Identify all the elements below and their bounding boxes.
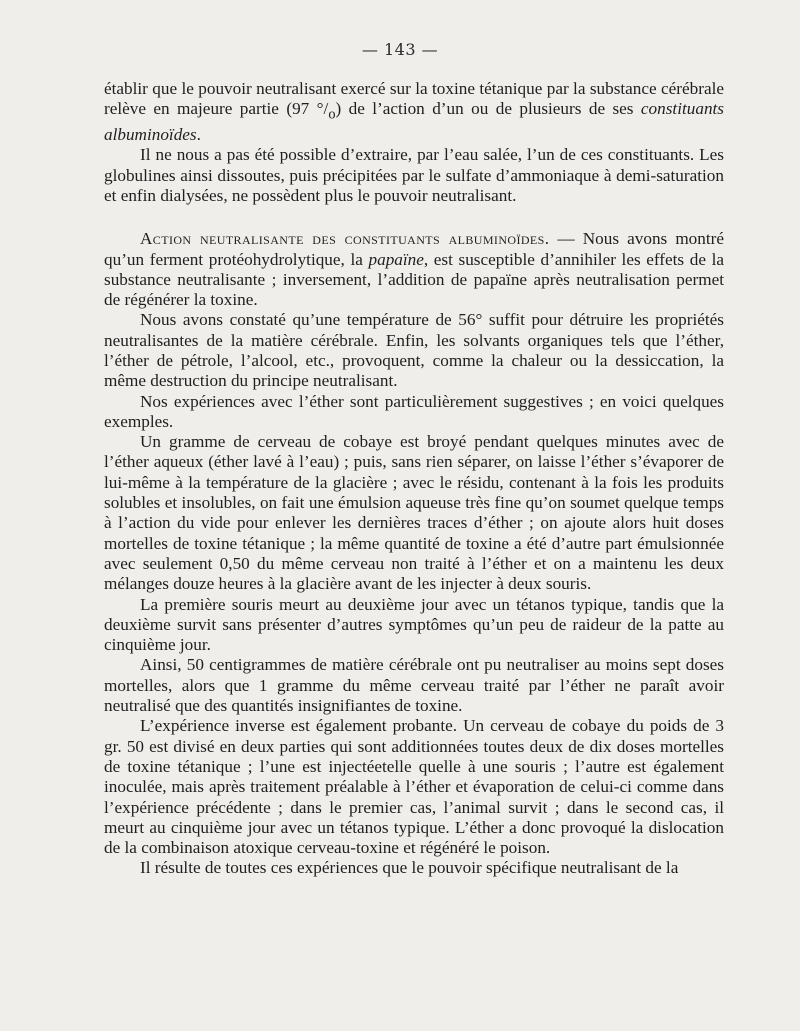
paragraph-7: La première souris meurt au deuxième jour avec un tétanos typique, tandis que la deuxième survit sans présenter d’autres symptômes qu’un peu de raideur de la patte au cinquième jour. bbox=[104, 594, 724, 655]
paragraph-10: Il résulte de toutes ces expériences que le pouvoir spécifique neutralisant de la bbox=[140, 858, 679, 878]
paragraph-1: établir que le pouvoir neutralisant exercé sur la toxine tétanique par la substance cérébrale relève en majeure partie (97 $^\circ/_o$) de l’action d’un ou de plusieurs de ses constituants albuminoïdes. bbox=[104, 79, 724, 145]
paragraph-2: Il ne nous a pas été possible d’extraire, par l’eau salée, l’un de ces constituants. Les globulines ainsi dissoutes, puis précipitées par le sulfate d’ammoniaque à demi-saturation et enfin dialysées, ne possèdent plus le pouvoir neutralisant. bbox=[104, 145, 724, 205]
body-text bbox=[104, 79, 724, 879]
section-heading: Action neutralisante des constituants albuminoïdes. bbox=[140, 229, 550, 249]
paragraph-9: L’expérience inverse est également probante. Un cerveau de cobaye du poids de 3 gr. 50 est divisé en deux parties qui sont additionnées toutes deux de dix doses mortelles de toxine tétanique ; l’une est injectéetelle quelle à une souris ; l’autre est également inoculée, mais après traitement préalable à l’éther et évaporation de celui-ci comme dans l’expérience précédente ; dans le premier cas, l’animal survit ; dans le second cas, il meurt au cinquième jour avec un tétanos typique. L’éther a donc provoqué la dislocation de la combinaison atoxique cerveau-toxine et régénéré le poison. bbox=[104, 716, 724, 858]
paragraph-3: Action neutralisante des constituants albuminoïdes. — Nous avons montré qu’un ferment protéohydrolytique, la papaïne, est susceptible d’annihiler les effets de la substance neutralisante ; inversement, l’addition de papaïne après neutralisation permet de régénérer la toxine. bbox=[104, 229, 725, 310]
page-number: — 143 — bbox=[361, 40, 439, 59]
paragraph-8: Ainsi, 50 centigrammes de matière cérébrale ont pu neutraliser au moins sept doses mortelles, alors que 1 gramme du même cerveau traité par l’éther ne paraît avoir neutralisé que des quantités insignifiantes de toxine. bbox=[104, 655, 724, 716]
paragraph-6: Un gramme de cerveau de cobaye est broyé pendant quelques minutes avec de l’éther aqueux (éther lavé à l’eau) ; puis, sans rien séparer, on laisse l’éther s’évaporer de lui-même à la température de la glacière ; avec le résidu, contenant à la fois les produits solubles et insolubles, on fait une émulsion aqueuse très fine qu’on soumet quelque temps à l’action du vide pour enlever les dernières traces d’éther ; on ajoute alors huit doses mortelles de toxine tétanique ; la même quantité de toxine a été d’autre part émulsionnée avec seulement 0,50 du même cerveau non traité à l’éther et on a maintenu les deux mélanges douze heures à la glacière avant de les injecter à deux souris. bbox=[104, 432, 724, 594]
paragraph-5: Nos expériences avec l’éther sont particulièrement suggestives ; en voici quelques exemples. bbox=[104, 391, 724, 431]
paragraph-4: Nous avons constaté qu’une température de 56° suffit pour détruire les propriétés neutralisantes de la matière cérébrale. Enfin, les solvants organiques tels que l’éther, l’éther de pétrole, l’alcool, etc., provoquent, comme la chaleur ou la dessiccation, la même destruction du principe neutralisant. bbox=[104, 310, 724, 391]
